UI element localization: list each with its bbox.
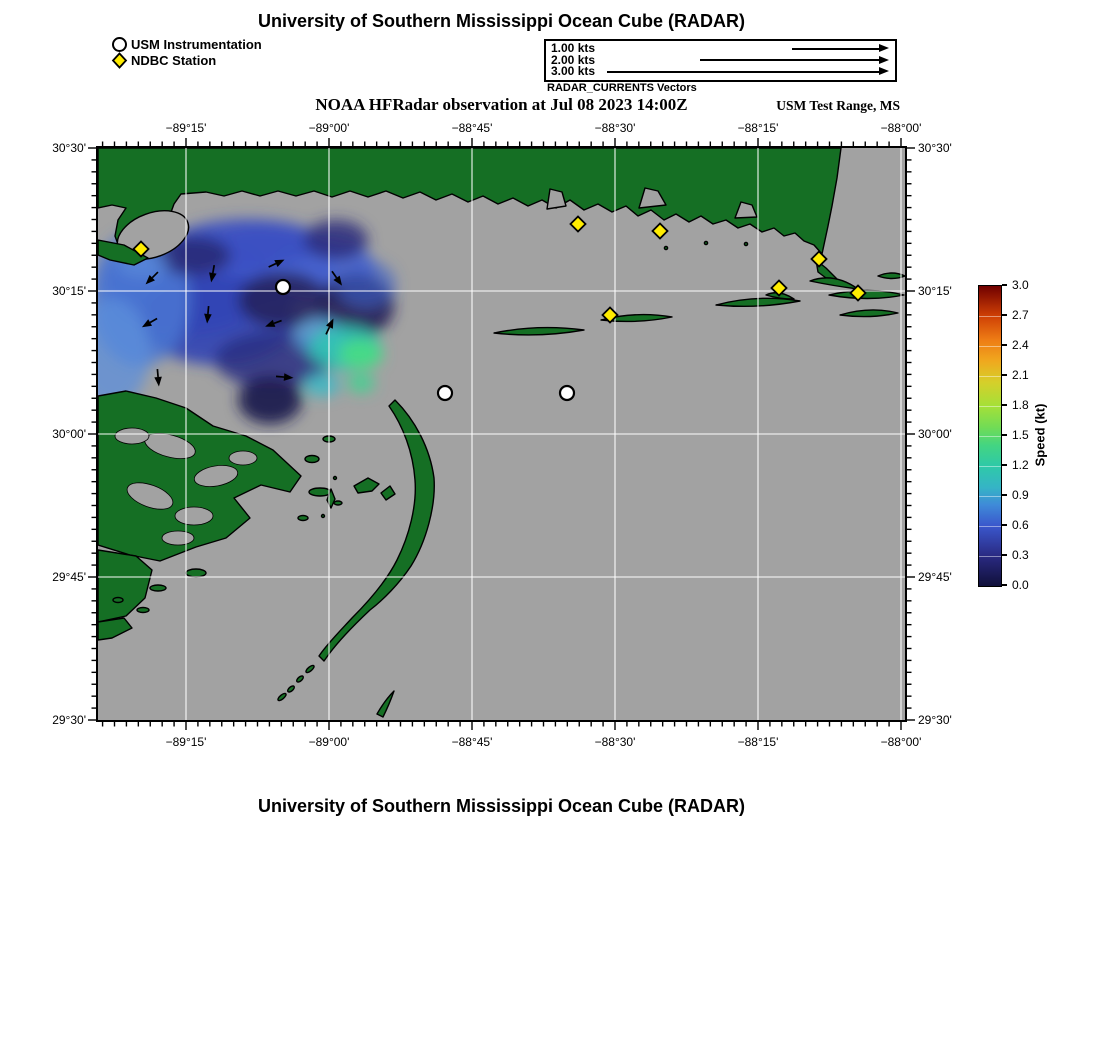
speed-field-blob [339, 339, 383, 369]
colorbar-tick-label: 0.6 [1012, 518, 1029, 532]
colorbar-tick [1002, 434, 1007, 436]
current-vector-arrow [154, 369, 163, 387]
colorbar-separator [979, 556, 1001, 557]
chandeleur-islet [354, 478, 379, 493]
colorbar-tick-label: 2.1 [1012, 368, 1029, 382]
colorbar-separator [979, 466, 1001, 467]
vector-scale-label: 3.00 kts [551, 64, 596, 78]
islet-dot [704, 241, 707, 244]
colorbar-tick [1002, 404, 1007, 406]
x-axis-tick-label-bottom: −89°00' [308, 735, 350, 749]
land-delta-sliver [377, 691, 394, 717]
y-axis-tick-label-right: 29°30' [918, 713, 952, 727]
x-axis-tick-label-bottom: −88°30' [594, 735, 636, 749]
range-label: USM Test Range, MS [776, 98, 900, 113]
vector-scale-row [546, 43, 895, 55]
usm-station-marker [276, 280, 290, 294]
ndbc-station-marker [571, 217, 586, 232]
colorbar-separator [979, 436, 1001, 437]
colorbar-tick-label: 2.7 [1012, 308, 1029, 322]
colorbar-tick [1002, 464, 1007, 466]
x-axis-tick-label-bottom: −89°15' [165, 735, 207, 749]
island-chandeleur-arc [319, 400, 434, 661]
speed-field-blob [304, 373, 340, 397]
island-cat [494, 328, 584, 335]
x-axis-tick-label-top: −88°45' [451, 121, 493, 135]
vector-scale-label: 1.00 kts [551, 41, 596, 55]
y-axis-tick-label-right: 29°45' [918, 570, 952, 584]
y-axis-tick-label-right: 30°30' [918, 141, 952, 155]
colorbar-title: Speed (kt) [1032, 403, 1048, 467]
y-axis-tick-label-left: 30°00' [52, 427, 86, 441]
colorbar-tick-label: 0.3 [1012, 548, 1029, 562]
islet-dot [744, 242, 747, 245]
legend-item-usm [111, 36, 262, 53]
x-axis-tick-label-top: −89°15' [165, 121, 207, 135]
legend-usm-label: USM Instrumentation [131, 37, 262, 52]
y-axis-tick-label-left: 29°45' [52, 570, 86, 584]
vector-legend-box [544, 39, 897, 82]
x-axis-tick-label-bottom: −88°00' [880, 735, 922, 749]
vector-legend-caption: RADAR_CURRENTS Vectors [547, 82, 697, 94]
y-axis-tick-label-left: 30°30' [52, 141, 86, 155]
x-axis-tick-label-top: −89°00' [308, 121, 350, 135]
colorbar-tick [1002, 284, 1007, 286]
colorbar-tick [1002, 494, 1007, 496]
colorbar-tick [1002, 374, 1007, 376]
island-south-east [840, 310, 898, 317]
ndbc-diamond-icon [111, 52, 128, 69]
colorbar-separator [979, 526, 1001, 527]
x-axis-tick-label-bottom: −88°15' [737, 735, 779, 749]
legend-item-ndbc [111, 52, 216, 69]
ndbc-station-marker [653, 224, 668, 239]
colorbar-tick-label: 3.0 [1012, 278, 1029, 292]
usm-station-marker [560, 386, 574, 400]
speed-field-blob [347, 373, 375, 393]
colorbar-tick-label: 0.9 [1012, 488, 1029, 502]
legend-ndbc-label: NDBC Station [131, 53, 217, 68]
colorbar-tick-label: 2.4 [1012, 338, 1029, 352]
colorbar-tick [1002, 584, 1007, 586]
colorbar-tick [1002, 524, 1007, 526]
vector-scale-row [546, 66, 895, 78]
chandeleur-islet [381, 486, 395, 500]
colorbar-tick [1002, 344, 1007, 346]
colorbar-separator [979, 406, 1001, 407]
chandeleur-tail [277, 664, 315, 701]
colorbar-separator [979, 376, 1001, 377]
colorbar-tick-label: 1.2 [1012, 458, 1029, 472]
x-axis-tick-label-bottom: −88°45' [451, 735, 493, 749]
usm-circle-icon [111, 36, 128, 53]
vector-scale-row [546, 52, 895, 67]
vector-scale-label: 2.00 kts [551, 52, 596, 67]
figure-title: University of Southern Mississippi Ocean Cube (RADAR) [257, 11, 746, 31]
map-plot-area [96, 146, 907, 722]
speed-field-blob [336, 260, 396, 308]
map-svg [98, 148, 905, 720]
usm-station-marker [438, 386, 452, 400]
colorbar-tick [1002, 314, 1007, 316]
colorbar-separator [979, 346, 1001, 347]
observation-subtitle: NOAA HFRadar observation at Jul 08 2023 14:00Z [315, 95, 688, 114]
island-petit-bois [810, 278, 858, 289]
y-axis-tick-label-right: 30°00' [918, 427, 952, 441]
colorbar-gradient [978, 285, 1002, 587]
colorbar-tick-label: 1.5 [1012, 428, 1029, 442]
y-axis-tick-label-left: 29°30' [52, 713, 86, 727]
colorbar-separator [979, 316, 1001, 317]
colorbar-tick [1002, 554, 1007, 556]
speed-field-blob [304, 220, 368, 260]
islet-dot [664, 246, 667, 249]
colorbar-separator [979, 496, 1001, 497]
speed-field-blob [238, 376, 302, 424]
x-axis-tick-label-top: −88°15' [737, 121, 779, 135]
x-axis-tick-label-top: −88°00' [880, 121, 922, 135]
y-axis-tick-label-left: 30°15' [52, 284, 86, 298]
colorbar-tick-label: 1.8 [1012, 398, 1029, 412]
y-axis-tick-label-right: 30°15' [918, 284, 952, 298]
footer-title: University of Southern Mississippi Ocean Cube (RADAR) [257, 796, 746, 816]
colorbar-tick-label: 0.0 [1012, 578, 1029, 592]
x-axis-tick-label-top: −88°30' [594, 121, 636, 135]
land-bottom-left-fringe [98, 618, 132, 640]
islet-dot [334, 477, 337, 480]
ndbc-station-marker [812, 252, 827, 267]
islet-dot [322, 515, 325, 518]
